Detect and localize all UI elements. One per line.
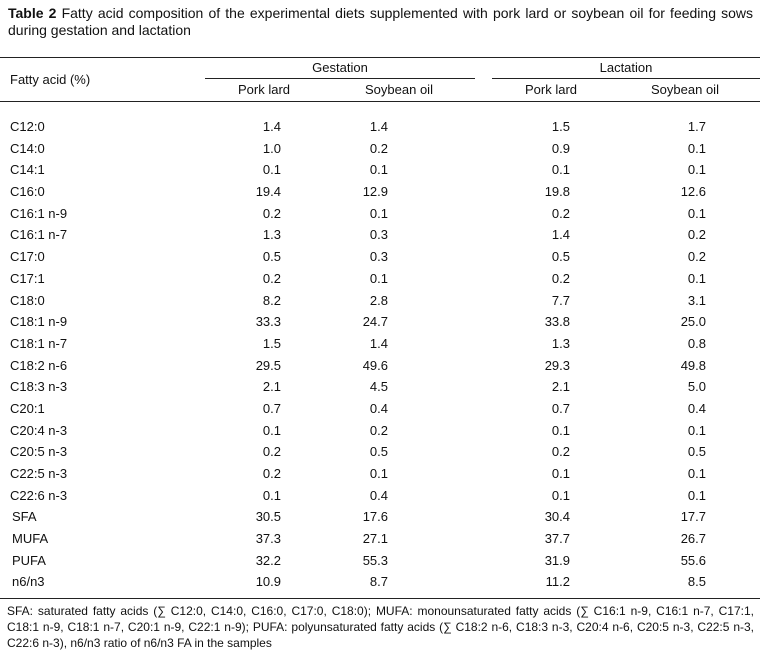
value-cell: 37.3 xyxy=(255,531,281,547)
value-cell: 0.2 xyxy=(262,466,281,481)
value-cell: 0.1 xyxy=(687,162,706,178)
value-cell: 8.2 xyxy=(262,292,281,308)
table-body xyxy=(0,116,760,593)
value-cell: 1.7 xyxy=(687,119,706,134)
group-header-lactation: Lactation xyxy=(599,60,653,75)
value-cell: 1.4 xyxy=(551,227,570,243)
value-cell: 30.5 xyxy=(255,509,281,525)
fatty-acid-name: C14:1 xyxy=(10,162,45,178)
table-row xyxy=(0,203,760,225)
table-row xyxy=(0,311,760,333)
fatty-acid-name: C17:0 xyxy=(10,249,45,265)
table-label: Table 2 xyxy=(8,5,57,21)
value-cell: 0.2 xyxy=(369,422,388,438)
fatty-acid-name: C20:1 xyxy=(10,400,45,416)
value-cell: 0.1 xyxy=(687,205,706,221)
value-cell: 27.1 xyxy=(362,531,388,547)
value-cell: 0.2 xyxy=(262,444,281,460)
value-cell: 29.5 xyxy=(255,357,281,373)
value-cell: 0.5 xyxy=(551,249,570,265)
table-row xyxy=(0,181,760,203)
value-cell: 0.5 xyxy=(369,444,388,460)
table-row xyxy=(0,376,760,398)
value-cell: 24.7 xyxy=(362,314,388,330)
value-cell: 1.3 xyxy=(551,335,570,351)
value-cell: 0.1 xyxy=(262,422,281,438)
fatty-acid-name: C20:4 n-3 xyxy=(10,422,68,438)
value-cell: 1.5 xyxy=(262,335,281,351)
table-caption xyxy=(8,5,753,39)
table-row xyxy=(0,116,760,138)
fatty-acid-name: C14:0 xyxy=(10,140,45,156)
value-cell: 4.5 xyxy=(369,379,388,395)
top-rule xyxy=(0,57,760,58)
table-row xyxy=(0,571,760,593)
bottom-rule xyxy=(0,598,760,599)
value-cell: 0.1 xyxy=(687,140,706,156)
value-cell: 29.3 xyxy=(544,357,570,373)
value-cell: 0.1 xyxy=(369,270,388,286)
value-cell: 0.4 xyxy=(687,400,706,416)
value-cell: 0.1 xyxy=(551,422,570,438)
value-cell: 0.2 xyxy=(262,205,281,221)
value-cell: 2.8 xyxy=(369,292,388,308)
fatty-acid-name: C16:0 xyxy=(10,184,45,200)
value-cell: 1.3 xyxy=(262,227,281,243)
value-cell: 0.2 xyxy=(551,270,570,286)
value-cell: 0.1 xyxy=(369,466,388,481)
value-cell: 19.8 xyxy=(544,184,570,200)
value-cell: 49.6 xyxy=(362,357,388,373)
value-cell: 0.1 xyxy=(687,487,706,503)
value-cell: 0.1 xyxy=(369,205,388,221)
value-cell: 0.1 xyxy=(262,487,281,503)
value-cell: 0.1 xyxy=(551,162,570,178)
value-cell: 0.2 xyxy=(687,249,706,265)
value-cell: 0.2 xyxy=(551,205,570,221)
value-cell: 0.1 xyxy=(687,270,706,286)
value-cell: 26.7 xyxy=(680,531,706,547)
value-cell: 55.6 xyxy=(680,552,706,568)
value-cell: 2.1 xyxy=(551,379,570,395)
value-cell: 0.3 xyxy=(369,227,388,243)
fatty-acid-name: C18:1 n-7 xyxy=(10,335,68,351)
value-cell: 49.8 xyxy=(680,357,706,373)
value-cell: 0.1 xyxy=(687,422,706,438)
table-row xyxy=(0,506,760,528)
value-cell: 0.4 xyxy=(369,400,388,416)
value-cell: 30.4 xyxy=(544,509,570,525)
value-cell: 17.7 xyxy=(680,509,706,525)
value-cell: 32.2 xyxy=(255,552,281,568)
fatty-acid-name: C22:6 n-3 xyxy=(10,487,68,503)
value-cell: 8.7 xyxy=(369,574,388,590)
table-row xyxy=(0,398,760,420)
value-cell: 0.2 xyxy=(687,227,706,243)
value-cell: 0.1 xyxy=(369,162,388,178)
value-cell: 12.6 xyxy=(680,184,706,200)
value-cell: 0.1 xyxy=(551,466,570,481)
fatty-acid-name: PUFA xyxy=(12,552,46,568)
fatty-acid-name: C18:1 n-9 xyxy=(10,314,68,330)
table-row xyxy=(0,485,760,507)
fatty-acid-name: C18:2 n-6 xyxy=(10,357,68,373)
value-cell: 3.1 xyxy=(687,292,706,308)
gestation-subrule xyxy=(205,78,475,79)
value-cell: 0.5 xyxy=(262,249,281,265)
value-cell: 0.5 xyxy=(687,444,706,460)
value-cell: 0.1 xyxy=(262,162,281,178)
table-row xyxy=(0,441,760,463)
fatty-acid-name: n6/n3 xyxy=(12,574,45,590)
value-cell: 33.8 xyxy=(544,314,570,330)
col-header-gestation-pork-lard: Pork lard xyxy=(237,82,291,97)
value-cell: 19.4 xyxy=(255,184,281,200)
value-cell: 1.4 xyxy=(262,119,281,134)
table-row xyxy=(0,246,760,268)
table-row xyxy=(0,463,760,485)
table-row xyxy=(0,420,760,442)
fatty-acid-name: C12:0 xyxy=(10,119,45,134)
value-cell: 11.2 xyxy=(545,574,570,590)
header-rule xyxy=(0,101,760,102)
lactation-subrule xyxy=(492,78,760,79)
col-header-gestation-soybean-oil: Soybean oil xyxy=(365,82,433,97)
value-cell: 1.4 xyxy=(369,119,388,134)
value-cell: 0.4 xyxy=(369,487,388,503)
value-cell: 55.3 xyxy=(362,552,388,568)
table-row xyxy=(0,550,760,572)
value-cell: 2.1 xyxy=(262,379,281,395)
fatty-acid-name: MUFA xyxy=(12,531,49,547)
value-cell: 25.0 xyxy=(680,314,706,330)
table-title: Fatty acid composition of the experimental diets supplemented with pork lard or soybean oil for feeding sows during gestation and lactation xyxy=(8,5,754,38)
value-cell: 0.1 xyxy=(551,487,570,503)
value-cell: 0.7 xyxy=(262,400,281,416)
col-header-lactation-soybean-oil: Soybean oil xyxy=(651,82,719,97)
table-row xyxy=(0,333,760,355)
table-row xyxy=(0,355,760,377)
value-cell: 7.7 xyxy=(551,292,570,308)
col-header-lactation-pork-lard: Pork lard xyxy=(524,82,578,97)
value-cell: 5.0 xyxy=(687,379,706,395)
value-cell: 0.2 xyxy=(551,444,570,460)
group-header-gestation: Gestation xyxy=(312,60,368,75)
fatty-acid-name: C17:1 xyxy=(10,270,45,286)
value-cell: 0.9 xyxy=(551,140,570,156)
table-row xyxy=(0,138,760,160)
value-cell: 1.0 xyxy=(262,140,281,156)
value-cell: 0.7 xyxy=(551,400,570,416)
value-cell: 33.3 xyxy=(255,314,281,330)
table-row xyxy=(0,159,760,181)
value-cell: 1.4 xyxy=(369,335,388,351)
value-cell: 37.7 xyxy=(544,531,570,547)
value-cell: 0.3 xyxy=(369,249,388,265)
value-cell: 17.6 xyxy=(362,509,388,525)
table-row xyxy=(0,528,760,550)
value-cell: 0.2 xyxy=(369,140,388,156)
table-row xyxy=(0,224,760,246)
value-cell: 12.9 xyxy=(362,184,388,200)
fatty-acid-name: SFA xyxy=(12,509,37,525)
fatty-acid-name: C22:5 n-3 xyxy=(10,466,68,481)
table-row xyxy=(0,268,760,290)
value-cell: 0.8 xyxy=(687,335,706,351)
value-cell: 31.9 xyxy=(544,552,570,568)
value-cell: 10.9 xyxy=(255,574,281,590)
value-cell: 8.5 xyxy=(687,574,706,590)
fatty-acid-name: C18:3 n-3 xyxy=(10,379,68,395)
fatty-acid-name: C20:5 n-3 xyxy=(10,444,68,460)
fatty-acid-name: C16:1 n-9 xyxy=(10,205,68,221)
row-label-header: Fatty acid (%) xyxy=(10,72,91,87)
table-footnote: SFA: saturated fatty acids (∑ C12:0, C14:0, C16:0, C17:0, C18:0); MUFA: monounsaturated fatty acids (∑ C16:1 n-9, C16:1 n-7, C17:1, C18:1 n-9, C18:1 n-7, C20:1 n-9, C22:1 n-9); PUFA: polyunsaturated fatty acids (∑ C18:2 n-6, C18:3 n-3, C20:4 n-6, C20:5 n-3, C22:5 n-3, C22:6 n-3), n6/n3 ratio of n6/n3 FA in the samples xyxy=(7,604,754,650)
fatty-acid-name: C16:1 n-7 xyxy=(10,227,68,243)
value-cell: 0.2 xyxy=(262,270,281,286)
table-row xyxy=(0,290,760,312)
value-cell: 1.5 xyxy=(551,119,570,134)
value-cell: 0.1 xyxy=(687,466,706,481)
fatty-acid-name: C18:0 xyxy=(10,292,45,308)
